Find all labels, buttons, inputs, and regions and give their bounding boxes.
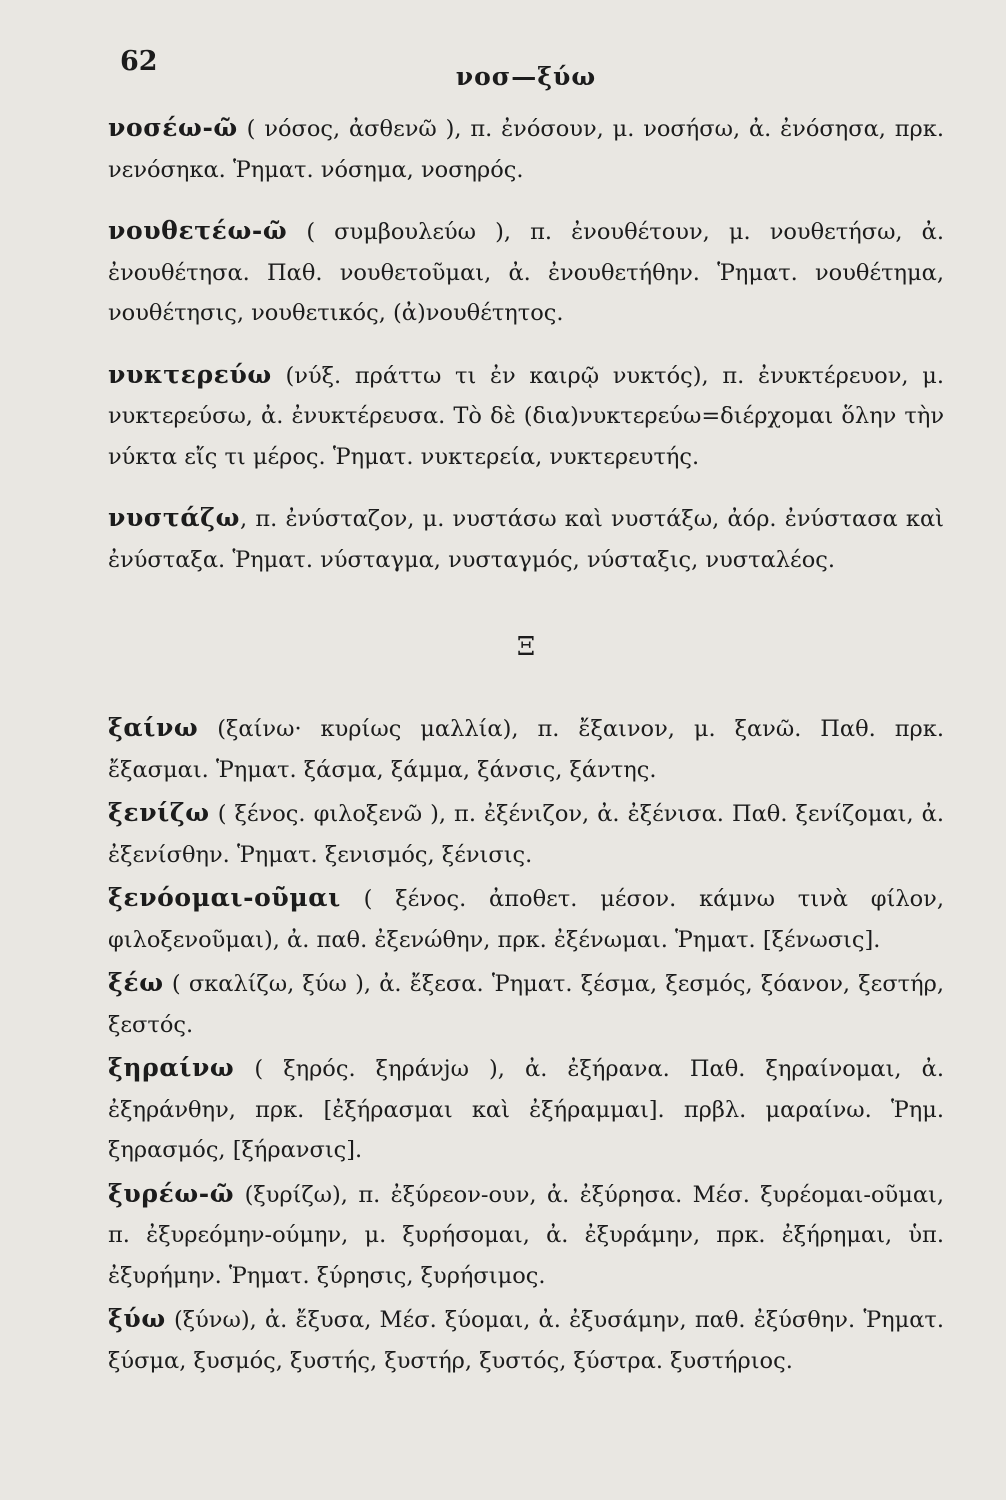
dictionary-entry [108, 793, 944, 875]
dictionary-entry [108, 1299, 944, 1381]
section-letter: Ξ [516, 632, 536, 662]
entry-headword: νοσέω-ῶ [108, 113, 238, 142]
entry-body: ( ξηρός. ξηράνjω ), ἀ. ἐξήρανα. Παθ. ξηραίνομαι, ἀ. ἐξηράνθην, πρκ. [ἐξήρασμαι καὶ ἐξήραμμαι]. πρβλ. μαραίνω. Ῥημ. ξηρασμός, [ξήρανσις]. [108, 1056, 944, 1163]
entry-body: ( σκαλίζω, ξύω ), ἀ. ἔξεσα. Ῥηματ. ξέσμα, ξεσμός, ξόανον, ξεστήρ, ξεστός. [108, 971, 944, 1038]
entry-body: ( ξένος. ἀποθετ. μέσον. κάμνω τινὰ φίλον, φιλοξενοῦμαι), ἀ. παθ. ἐξενώθην, πρκ. ἐξένωμαι. Ῥηματ. [ξένωσις]. [108, 886, 944, 953]
dictionary-entry [108, 963, 944, 1045]
entry-headword: ξενίζω [108, 798, 210, 827]
entry-body: ( συμβουλεύω ), π. ἐνουθέτουν, μ. νουθετήσω, ἀ. ἐνουθέτησα. Παθ. νουθετοῦμαι, ἀ. ἐνουθετήθην. Ῥηματ. νουθέτημα, νουθέτησις, νουθετικός, (ἀ)νουθέτητος. [108, 219, 944, 326]
dictionary-entry [108, 498, 944, 580]
entry-headword: ξυρέω-ῶ [108, 1178, 235, 1208]
entry-headword: ξηραίνω [108, 1053, 235, 1082]
page-number: 62 [120, 46, 158, 77]
entries-xi [108, 708, 944, 1381]
dictionary-entry [108, 708, 944, 790]
entry-body: ( ξένος. φιλοξενῶ ), π. ἐξένιζον, ἀ. ἐξένισα. Παθ. ξενίζομαι, ἀ. ἐξενίσθην. Ῥηματ. ξενισμός, ξένισις. [108, 801, 944, 868]
entry-body: , π. ἐνύσταζον, μ. νυστάσω καὶ νυστάξω, ἀόρ. ἐνύστασα καὶ ἐνύσταξα. Ῥηματ. νύσταγμα, νυσταγμός, νύσταξις, νυσταλέος. [108, 506, 944, 573]
dictionary-entry [108, 1174, 944, 1297]
entry-headword: ξέω [108, 968, 164, 997]
dictionary-entry [108, 211, 944, 334]
running-head: νοσ—ξύω [455, 62, 597, 91]
entries-nu [108, 108, 944, 580]
entry-headword: νουθετέω-ῶ [108, 216, 288, 245]
entry-body: (ξαίνω· κυρίως μαλλία), π. ἔξαινον, μ. ξανῶ. Παθ. πρκ. ἔξασμαι. Ῥηματ. ξάσμα, ξάμμα, ξάνσις, ξάντης. [108, 716, 944, 783]
entry-body: (ξύνω), ἀ. ἔξυσα, Μέσ. ξύομαι, ἀ. ἐξυσάμην, παθ. ἐξύσθην. Ῥηματ. ξύσμα, ξυσμός, ξυστής, ξυστήρ, ξυστός, ξύστρα. ξυστήριος. [108, 1307, 944, 1374]
entry-body: ( νόσος, ἀσθενῶ ), π. ἐνόσουν, μ. νοσήσω, ἀ. ἐνόσησα, πρκ. νενόσηκα. Ῥηματ. νόσημα, νοσηρός. [108, 116, 944, 183]
entry-headword: ξύω [108, 1304, 166, 1333]
entry-headword: νυκτερεύω [108, 359, 272, 389]
entry-body: (νύξ. πράττω τι ἐν καιρῷ νυκτός), π. ἐνυκτέρευον, μ. νυκτερεύσω, ἀ. ἐνυκτέρευσα. Τὸ δὲ (δια)νυκτερεύω=διέρχομαι ὅλην τὴν νύκτα εἴς τι μέρος. Ῥηματ. νυκτερεία, νυκτερευτής. [108, 362, 944, 470]
entry-headword: ξαίνω [108, 713, 199, 742]
entry-headword: ξενόομαι-οῦμαι [108, 883, 341, 912]
dictionary-entry [108, 1048, 944, 1171]
dictionary-entry [108, 355, 944, 478]
dictionary-entry [108, 108, 944, 190]
dictionary-entry [108, 878, 944, 960]
entry-body: (ξυρίζω), π. ἐξύρεον-ουν, ἀ. ἐξύρησα. Μέσ. ξυρέομαι-οῦμαι, π. ἐξυρεόμην-ούμην, μ. ξυρήσομαι, ἀ. ἐξυράμην, πρκ. ἐξήρημαι, ὑπ. ἐξυρήμην. Ῥηματ. ξύρησις, ξυρήσιμος. [108, 1181, 944, 1289]
page-header [108, 46, 944, 108]
entry-headword: νυστάζω [108, 503, 240, 532]
